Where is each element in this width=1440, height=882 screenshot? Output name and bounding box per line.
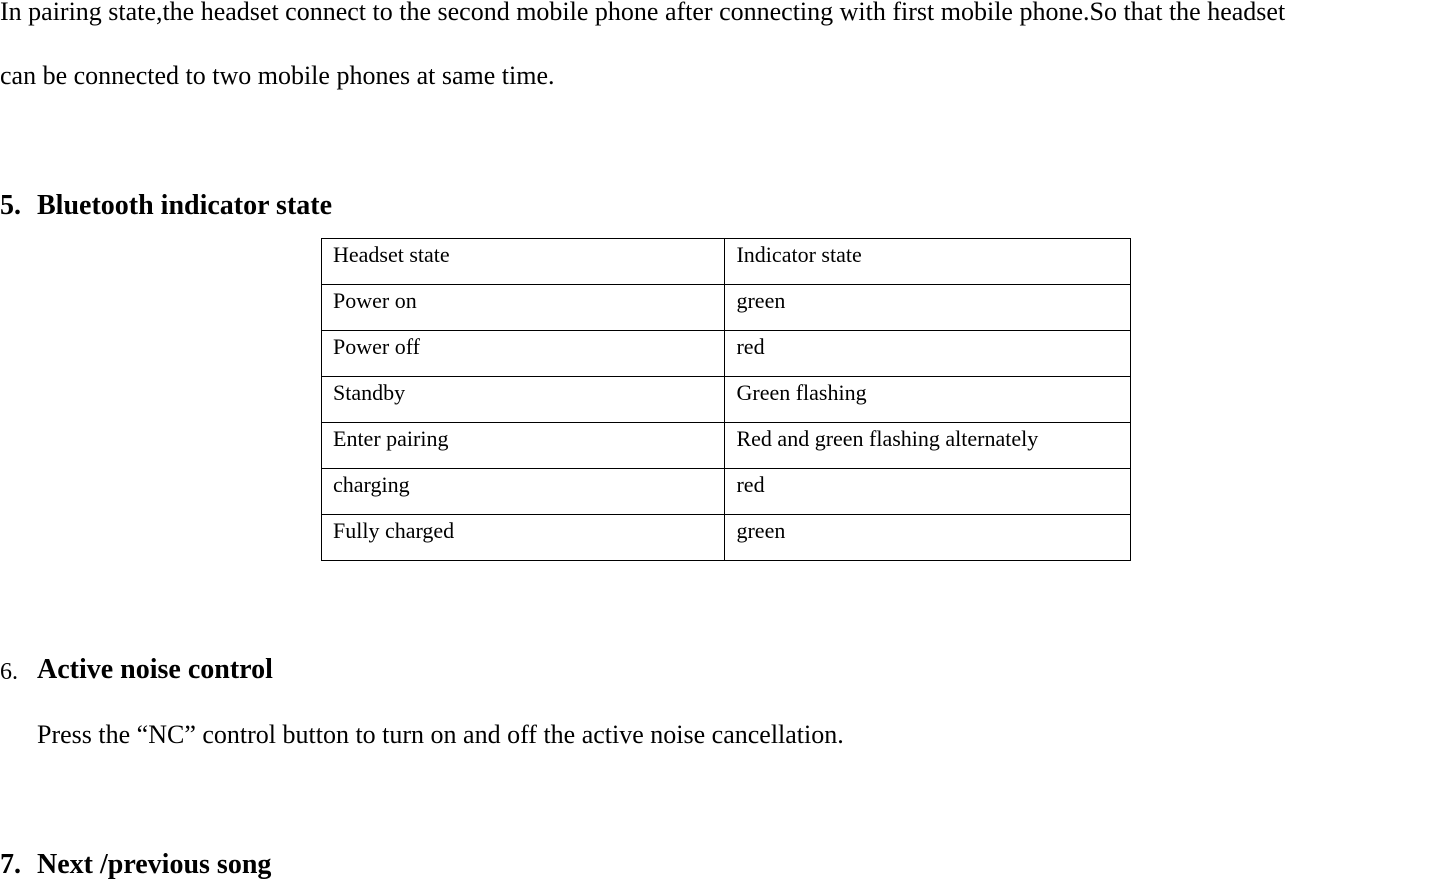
table-row bbox=[322, 469, 1131, 515]
section-6-body: Press the “NC” control button to turn on and off the active noise cancellation. bbox=[37, 720, 844, 749]
table-cell-headset-state: Power on bbox=[322, 285, 725, 331]
table-cell-indicator-state: green bbox=[725, 515, 1131, 561]
intro-line-2: can be connected to two mobile phones at same time. bbox=[0, 61, 555, 90]
indicator-state-table bbox=[321, 238, 1131, 561]
table-row bbox=[322, 515, 1131, 561]
section-6-number: 6. bbox=[0, 659, 18, 685]
section-7-title: Next /previous song bbox=[37, 849, 272, 880]
intro-line-1: In pairing state,the headset connect to the second mobile phone after connecting with first mobile phone.So that the headset bbox=[0, 0, 1286, 26]
table-cell-headset-state: Power off bbox=[322, 331, 725, 377]
section-5-number: 5. bbox=[0, 190, 21, 221]
table-cell-indicator-state: red bbox=[725, 331, 1131, 377]
table-header-headset-state: Headset state bbox=[322, 239, 725, 285]
table-row bbox=[322, 285, 1131, 331]
table-cell-indicator-state: red bbox=[725, 469, 1131, 515]
table-row bbox=[322, 423, 1131, 469]
table-header-indicator-state: Indicator state bbox=[725, 239, 1131, 285]
table-cell-headset-state: charging bbox=[322, 469, 725, 515]
table-cell-indicator-state: green bbox=[725, 285, 1131, 331]
section-7-number: 7. bbox=[0, 849, 21, 880]
table-cell-headset-state: Standby bbox=[322, 377, 725, 423]
table-row bbox=[322, 331, 1131, 377]
table-cell-indicator-state: Green flashing bbox=[725, 377, 1131, 423]
table-cell-headset-state: Fully charged bbox=[322, 515, 725, 561]
table-header-row bbox=[322, 239, 1131, 285]
table-cell-headset-state: Enter pairing bbox=[322, 423, 725, 469]
section-6-title: Active noise control bbox=[37, 654, 273, 685]
section-5-title: Bluetooth indicator state bbox=[37, 190, 333, 221]
table-cell-indicator-state: Red and green flashing alternately bbox=[725, 423, 1131, 469]
table-row bbox=[322, 377, 1131, 423]
